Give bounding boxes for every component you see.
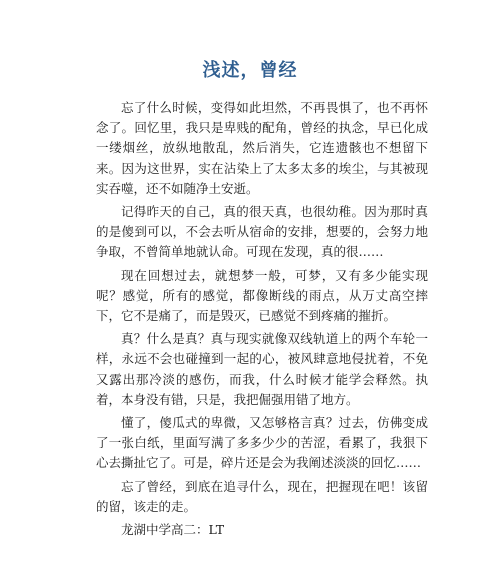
paragraph-3: 现在回想过去，就想梦一般，可梦，又有多少能实现呢？感觉，所有的感觉，都像断线的雨点，从万丈高空摔下，它不是痛了，而是毁灭，已感觉不到疼痛的摧折。	[96, 267, 428, 324]
paragraph-1: 忘了什么时候，变得如此坦然，不再畏惧了，也不再怀念了。回忆里，我只是卑贱的配角，曾经的执念，早已化成一缕烟丝，放纵地散乱，然后消失，它连遗骸也不想留下来。因为这世界，实在沾染上了太多太多的埃尘，与其被现实吞噬，还不如随净土安逝。	[96, 100, 428, 196]
page-title: 浅述，曾经	[202, 60, 298, 81]
paragraph-4: 真？什么是真？真与现实就像双线轨道上的两个车轮一样，永远不会也碰撞到一起的心，被风肆意地侵扰着，不免又露出那冷淡的感伤，而我，什么时候才能学会释然。执着，本身没有错，只是，我把倔强用错了地方。	[96, 331, 428, 407]
author-signature: 龙湖中学高二：LT	[121, 522, 225, 538]
article-body	[96, 98, 428, 540]
paragraph-6: 忘了曾经，到底在追寻什么，现在，把握现在吧！该留的留，该走的走。	[96, 478, 428, 514]
paragraph-5: 懂了，傻瓜式的卑微，又怎够格言真？过去，仿佛变成了一张白纸，里面写满了多多少少的苦涩，看累了，我狠下心去撕扯它了。可是，碎片还是会为我阐述淡淡的回忆……	[96, 415, 428, 471]
paragraph-2: 记得昨天的自己，真的很天真，也很幼稚。因为那时真的是傻到可以，不会去听从宿命的安排，想要的，会努力地争取，不曾简单地就认命。可现在发现，真的很……	[96, 204, 428, 260]
